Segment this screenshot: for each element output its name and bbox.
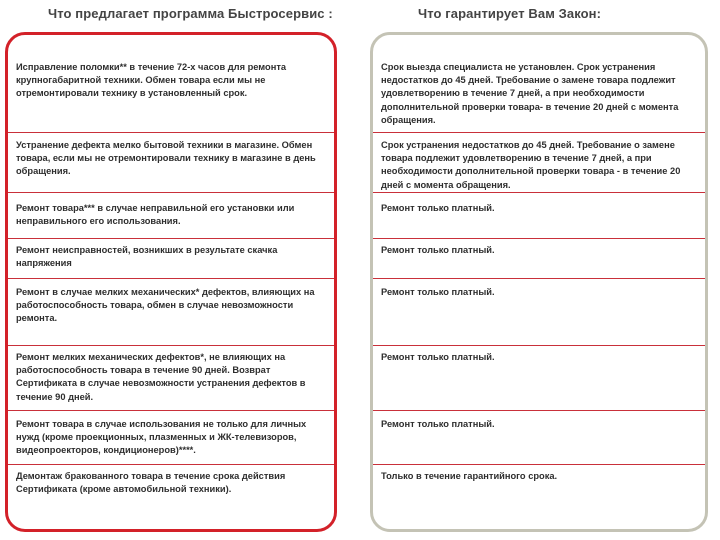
program-offer-cell-4: Ремонт неисправностей, возникших в результате скачка напряжения [16, 245, 278, 269]
row-divider [8, 132, 334, 133]
law-guarantee-cell-7: Ремонт только платный. [381, 419, 495, 429]
row-divider [373, 238, 705, 239]
program-offer-cell-6: Ремонт мелких механических дефектов*, не влияющих на работоспособность товара в течение 90 дней. Возврат Сертификата в случае невозможности устранения дефектов в течение 90 дней. [16, 352, 306, 402]
row-divider [373, 278, 705, 279]
program-offer-cell-2: Устранение дефекта мелко бытовой техники в магазине. Обмен товара, если мы не отремонтировали технику в магазине в день обращения. [16, 140, 316, 177]
law-guarantee-cell-1: Срок выезда специалиста не установлен. Срок устранения недостатков до 45 дней. Требование о замене товара подлежит удовлетворению в течение 7 дней, а при необходимости дополнительной проверки товара- в течение 20 дней с момента обращения. [381, 62, 679, 125]
program-offer-cell-5: Ремонт в случае мелких механических* дефектов, влияющих на работоспособность товара, обмен в случае невозможности ремонта. [16, 287, 315, 324]
law-guarantee-cell-6: Ремонт только платный. [381, 352, 495, 362]
row-divider [373, 345, 705, 346]
row-divider [8, 410, 334, 411]
program-offer-cell-1: Исправление поломки** в течение 72-х часов для ремонта крупногабаритной техники. Обмен товара если мы не отремонтировали технику в установленный срок. [16, 62, 287, 99]
program-offer-cell-7: Ремонт товара в случае использования не только для личных нужд (кроме проекционных, плазменных и ЖК-телевизоров, видеопроекторов, кондиционеров)****. [16, 419, 307, 456]
row-divider [8, 464, 334, 465]
program-offer-cell-8: Демонтаж бракованного товара в течение срока действия Сертификата (кроме автомобильной техники). [16, 471, 286, 495]
law-guarantee-cell-3: Ремонт только платный. [381, 203, 495, 213]
law-guarantee-cell-8: Только в течение гарантийного срока. [381, 471, 558, 481]
right-column-heading: Что гарантирует Вам Закон: [418, 6, 602, 21]
law-guarantee-cell-5: Ремонт только платный. [381, 287, 495, 297]
row-divider [373, 192, 705, 193]
row-divider [8, 238, 334, 239]
program-offer-cell-3: Ремонт товара*** в случае неправильной его установки или неправильного его использования. [16, 203, 295, 227]
row-divider [373, 132, 705, 133]
row-divider [373, 410, 705, 411]
law-guarantee-cell-4: Ремонт только платный. [381, 245, 495, 255]
row-divider [8, 278, 334, 279]
row-divider [8, 192, 334, 193]
law-guarantee-cell-2: Срок устранения недостатков до 45 дней. Требование о замене товара подлежит удовлетворению в течение 7 дней, а при необходимости дополнительной проверки товара - в течение 20 дней с момента обращения. [381, 140, 681, 190]
law-guarantee-panel [370, 32, 708, 532]
program-offer-panel [5, 32, 337, 532]
left-column-heading: Что предлагает программа Быстросервис : [48, 6, 333, 21]
row-divider [8, 345, 334, 346]
row-divider [373, 464, 705, 465]
